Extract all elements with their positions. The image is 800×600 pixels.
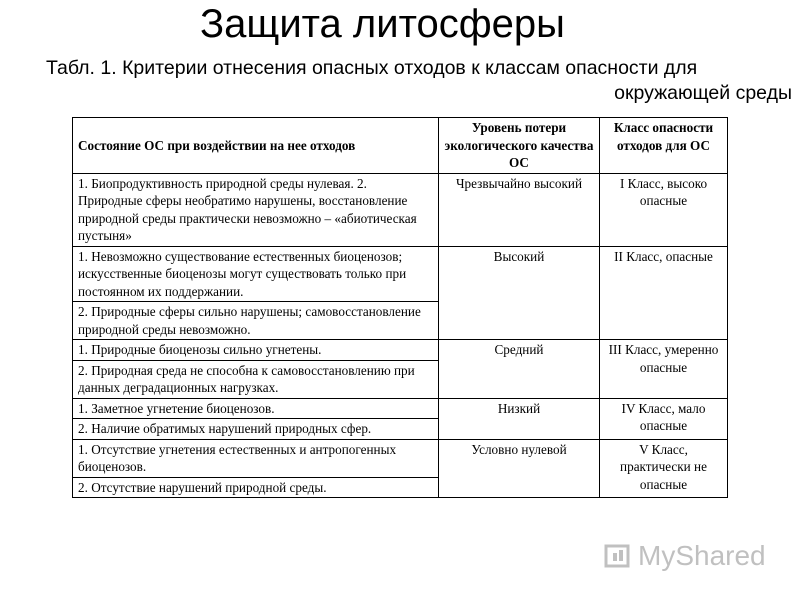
table-row [73,340,728,361]
class-cell: IV Класс, мало опасные [600,398,728,439]
state-cell: 1. Невозможно существование естественных биоценозов; искусственные биоценозы могут существовать только при постоянном их поддержании. [73,246,439,302]
hazard-class-table [72,117,728,498]
state-cell: 1. Отсутствие угнетения естественных и антропогенных биоценозов. [73,439,439,477]
state-cell: 2. Природная среда не способна к самовосстановлению при данных деградационных нагрузках. [73,360,439,398]
caption-line-2: окружающей среды [614,82,792,104]
header-state: Состояние ОС при воздействии на нее отходов [73,118,439,174]
state-cell: 2. Наличие обратимых нарушений природных сфер. [73,419,439,440]
header-class: Класс опасности отходов для ОС [600,118,728,174]
class-cell: II Класс, опасные [600,246,728,340]
state-cell: 2. Отсутствие нарушений природной среды. [73,477,439,498]
level-cell: Чрезвычайно высокий [439,173,600,246]
class-cell: III Класс, умеренно опасные [600,340,728,399]
state-cell: 1. Природные биоценозы сильно угнетены. [73,340,439,361]
table-row [73,439,728,477]
table-row [73,398,728,419]
caption-line-1: Табл. 1. Критерии отнесения опасных отходов к классам опасности для [46,57,698,79]
watermark-text: MyShared [638,540,766,571]
state-cell: 1. Заметное угнетение биоценозов. [73,398,439,419]
level-cell: Низкий [439,398,600,439]
header-level: Уровень потери экологического качества ОС [439,118,600,174]
page-title: Защита литосферы [200,2,565,46]
class-cell: V Класс, практически не опасные [600,439,728,498]
level-cell: Средний [439,340,600,399]
level-cell: Условно нулевой [439,439,600,498]
state-cell: 2. Природные сферы сильно нарушены; самовосстановление природной среды невозможно. [73,302,439,340]
watermark-logo-icon [604,538,636,570]
table-row [73,246,728,302]
level-cell: Высокий [439,246,600,340]
class-cell: I Класс, высоко опасные [600,173,728,246]
table-header-row [73,118,728,174]
table-row [73,173,728,246]
table-caption [40,56,792,106]
state-cell: 1. Биопродуктивность природной среды нулевая. 2. Природные сферы необратимо нарушены, восстановление природной среды практически невозможно – «абиотическая пустыня» [73,173,439,246]
